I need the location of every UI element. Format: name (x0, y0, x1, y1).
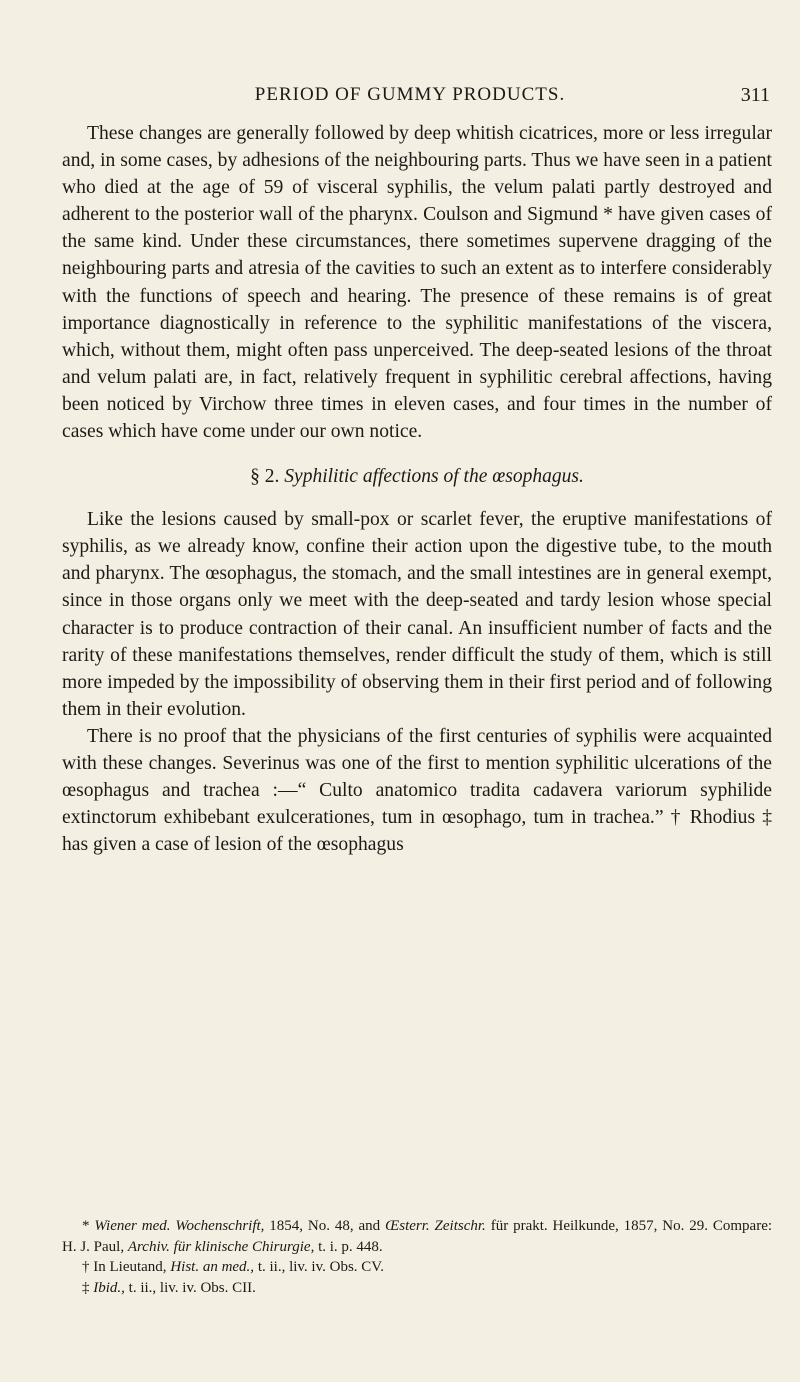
footnote-3-mark: ‡ (82, 1279, 90, 1296)
footnote-1-archiv: Archiv. für klinische Chirurgie, (127, 1238, 315, 1255)
footnote-1-mark: * (82, 1218, 90, 1234)
section-number: § 2. (250, 466, 280, 488)
footnotes (62, 1216, 772, 1298)
footnote-1-journal: Œsterr. Zeitschr. (385, 1218, 486, 1234)
paragraph-eruptive: Like the lesions caused by small-pox or scarlet fever, the eruptive manifestations of syphilis, as we already know, confine their action upon the digestive tube, to the mouth and pharynx. The œsophagus, the stomach, and the small intestines are in general exempt, since in those organs only we meet with the deep-seated and tardy lesion whose special character is to produce contraction of their canal. An insufficient number of facts and the rarity of these manifestations themselves, render difficult the study of them, which is still more impeded by the impossibility of observing them in their first period and of following them in their evolution. (62, 509, 772, 720)
footnote-2-end: t. ii., liv. iv. Obs. CV. (257, 1259, 384, 1275)
section-heading (62, 463, 772, 490)
footnote-1-end: t. i. p. 448. (318, 1238, 383, 1255)
section-title: Syphilitic affections of the œsophagus. (284, 466, 584, 488)
footnote-2-pre: In Lieutand, (93, 1259, 167, 1275)
footnote-2-mark: † (82, 1259, 90, 1275)
footnote-1 (62, 1216, 772, 1257)
footnote-3 (62, 1278, 772, 1299)
footnote-1-title: Wiener med. Wochenschrift, (94, 1218, 265, 1234)
page-number: 311 (740, 84, 770, 106)
page-header (60, 84, 770, 114)
body-text (62, 120, 772, 858)
footnote-1-rest: für prakt. Heilkunde, 1857, No. 29. Compare: H. J. Paul, (62, 1218, 773, 1255)
footnote-2 (62, 1257, 772, 1278)
paragraph-cicatrices: These changes are generally followed by deep whitish cicatrices, more or less irregular and, in some cases, by adhesions of the neighbouring parts. Thus we have seen in a patient who died at the age of 59 of visceral syphilis, the velum palati partly destroyed and adherent to the posterior wall of the pharynx. Coulson and Sigmund * have given cases of the same kind. Under these circumstances, there sometimes supervene dragging of the neighbouring parts and atresia of the cavities to such an extent as to interfere considerably with the functions of speech and hearing. The presence of these remains is of great importance diagnostically in reference to the syphilitic manifestations of the viscera, which, without them, might often pass unperceived. The deep-seated lesions of the throat and velum palati are, in fact, relatively frequent in syphilitic cerebral affections, having been noticed by Virchow three times in eleven cases, and four times in the number of cases which have come under our own notice. (62, 123, 772, 443)
paragraph-severinus: There is no proof that the physicians of the first centuries of syphilis were acquainted with these changes. Severinus was one of the first to mention syphilitic ulcerations of the œsophagus and trachea :—“ Culto anatomico tradita cadavera variorum syphilide extinctorum exhibebant exulcerationes, tum in œsophago, tum in trachea.” † Rhodius ‡ has given a case of lesion of the œsophagus (62, 725, 772, 856)
footnote-3-end: t. ii., liv. iv. Obs. CII. (128, 1279, 256, 1296)
footnote-1-mid: 1854, No. 48, and (269, 1218, 381, 1234)
footnote-2-title: Hist. an med., (170, 1259, 255, 1275)
running-head: PERIOD OF GUMMY PRODUCTS. (254, 84, 566, 105)
footnote-3-title: Ibid., (93, 1279, 125, 1296)
